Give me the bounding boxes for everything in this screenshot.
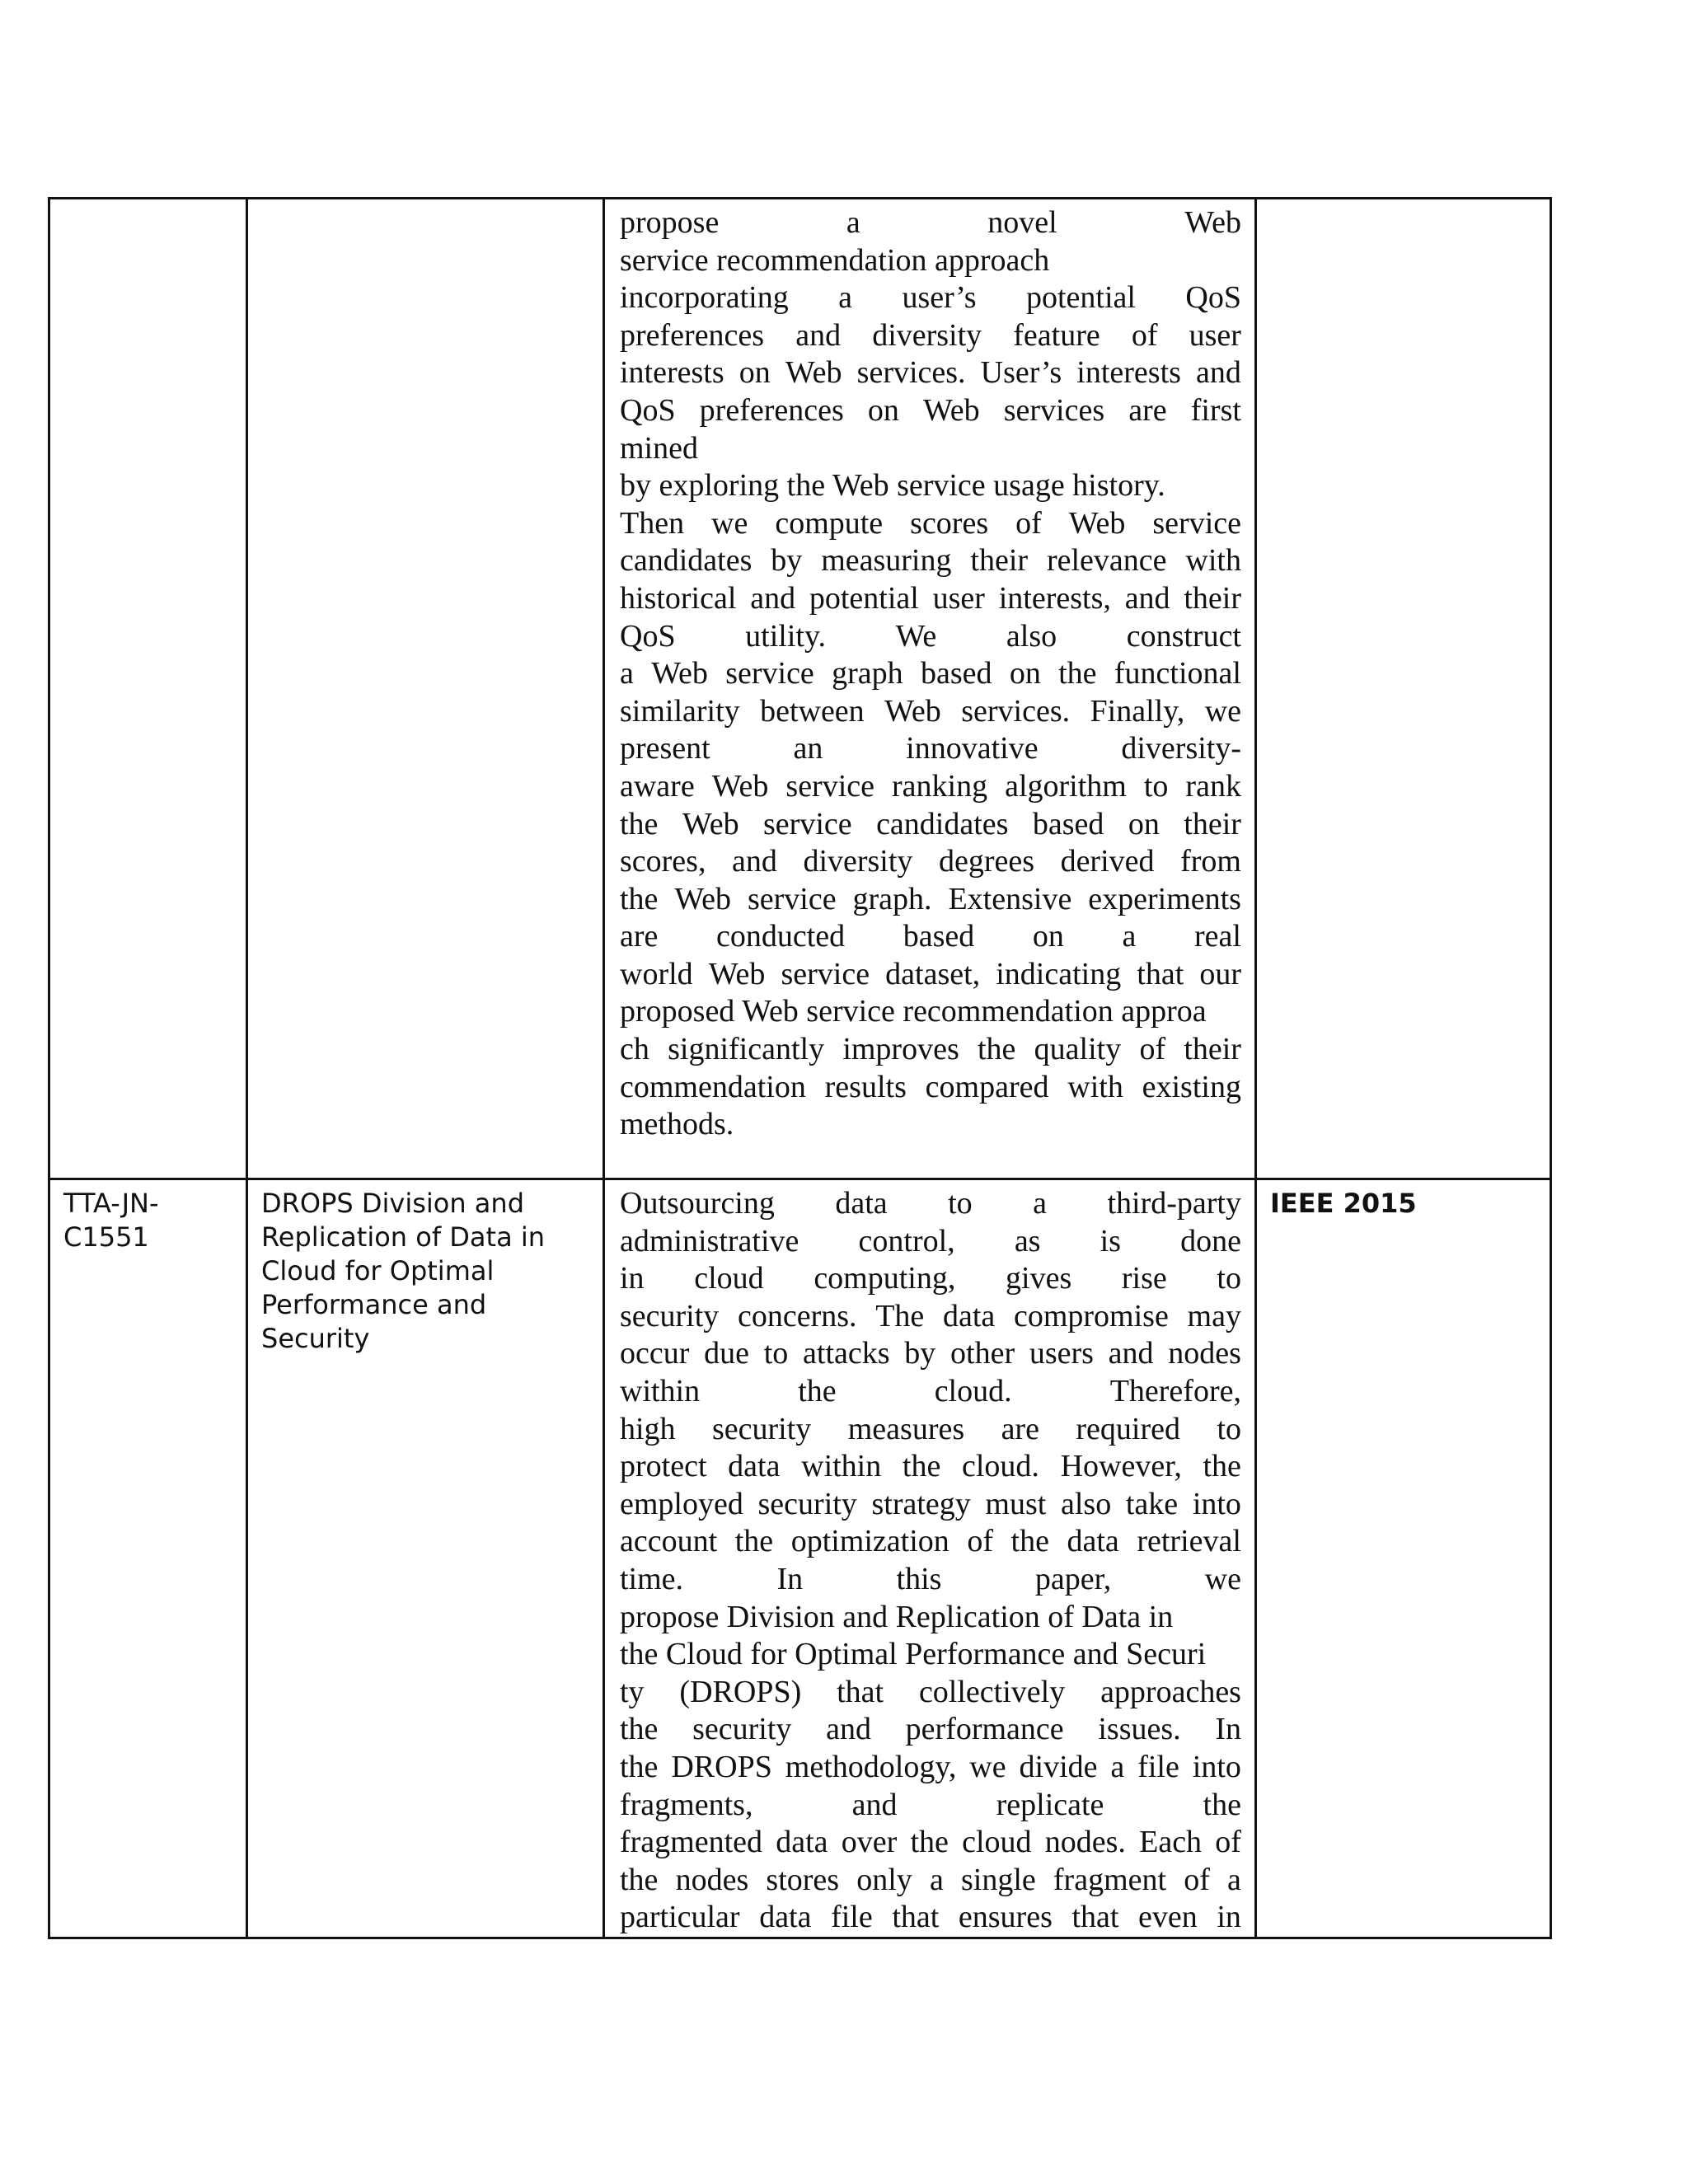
project-abstract xyxy=(605,199,1254,1144)
abstract-line: employed security strategy must also take into xyxy=(620,1486,1241,1521)
abstract-line: interests on Web services. User’s interests and xyxy=(620,355,1241,391)
abstract-line: present an innovative diversity- xyxy=(620,731,1241,766)
table-row xyxy=(49,199,1551,1179)
code-cell xyxy=(49,199,247,1179)
abstract-line: high security measures are required to xyxy=(620,1411,1241,1446)
abstract-line: particular data file that ensures that even in xyxy=(620,1900,1241,1935)
abstract-line: security concerns. The data compromise may xyxy=(620,1298,1241,1333)
title-cell xyxy=(247,1179,604,1938)
abstract-line: a Web service graph based on the functional xyxy=(620,656,1241,691)
abstract-line: scores, and diversity degrees derived from xyxy=(620,844,1241,879)
abstract-line: the Cloud for Optimal Performance and Securi xyxy=(620,1637,1207,1672)
publication-cell xyxy=(1256,199,1551,1179)
abstract-line: ch significantly improves the quality of their xyxy=(620,1032,1241,1067)
abstract-line: proposed Web service recommendation approa xyxy=(620,994,1207,1029)
abstract-line: similarity between Web services. Finally, we xyxy=(620,693,1241,729)
abstract-line: preferences and diversity feature of user xyxy=(620,317,1241,353)
abstract-line: QoS preferences on Web services are first xyxy=(620,392,1241,428)
abstract-line: propose Division and Replication of Data in xyxy=(620,1599,1174,1634)
title-cell xyxy=(247,199,604,1179)
abstract-line: the security and performance issues. In xyxy=(620,1712,1241,1747)
abstract-line: service recommendation approach xyxy=(620,242,1050,278)
project-abstract xyxy=(605,1180,1254,1937)
publication-cell xyxy=(1256,1179,1551,1938)
abstract-line: incorporating a user’s potential QoS xyxy=(620,280,1241,316)
code-cell xyxy=(49,1179,247,1938)
publication-label xyxy=(1257,199,1550,206)
abstract-line: Outsourcing data to a third-party xyxy=(620,1186,1241,1221)
project-table xyxy=(48,197,1552,1939)
abstract-line: account the optimization of the data retrieval xyxy=(620,1524,1241,1559)
abstract-line: propose a novel Web xyxy=(620,205,1241,240)
abstract-line: world Web service dataset, indicating that our xyxy=(620,956,1241,991)
abstract-line: within the cloud. Therefore, xyxy=(620,1373,1241,1408)
project-code: TTA-JN-C1551 xyxy=(63,1188,159,1253)
abstract-line: fragments, and replicate the xyxy=(620,1787,1241,1822)
publication-label: IEEE 2015 xyxy=(1270,1188,1417,1219)
abstract-line: time. In this paper, we xyxy=(620,1561,1241,1596)
abstract-line: ty (DROPS) that collectively approaches xyxy=(620,1674,1241,1709)
abstract-line: are conducted based on a real xyxy=(620,919,1241,954)
abstract-line: mined xyxy=(620,430,698,466)
abstract-line: historical and potential user interests, and their xyxy=(620,580,1241,616)
abstract-cell xyxy=(604,199,1256,1179)
abstract-line: administrative control, as is done xyxy=(620,1223,1241,1258)
abstract-line: occur due to attacks by other users and nodes xyxy=(620,1336,1241,1371)
abstract-line: in cloud computing, gives rise to xyxy=(620,1261,1241,1296)
abstract-line: the DROPS methodology, we divide a file into xyxy=(620,1749,1241,1784)
abstract-line: the Web service candidates based on their xyxy=(620,806,1241,841)
abstract-line: QoS utility. We also construct xyxy=(620,618,1241,654)
project-title xyxy=(248,199,603,206)
abstract-line: fragmented data over the cloud nodes. Each of xyxy=(620,1825,1241,1860)
abstract-line: commendation results compared with existing xyxy=(620,1069,1241,1104)
abstract-line: methods. xyxy=(620,1107,734,1142)
project-title: DROPS Division and Replication of Data in Cloud for Optimal Performance and Security xyxy=(261,1188,546,1354)
abstract-line: aware Web service ranking algorithm to rank xyxy=(620,768,1241,804)
abstract-line: protect data within the cloud. However, the xyxy=(620,1449,1241,1484)
table-row xyxy=(49,1179,1551,1938)
abstract-line: Then we compute scores of Web service xyxy=(620,505,1241,541)
abstract-line: the Web service graph. Extensive experiments xyxy=(620,881,1241,916)
abstract-cell xyxy=(604,1179,1256,1938)
project-code xyxy=(50,199,246,206)
abstract-line: candidates by measuring their relevance with xyxy=(620,543,1241,579)
abstract-line: by exploring the Web service usage history. xyxy=(620,468,1165,504)
abstract-line: the nodes stores only a single fragment of a xyxy=(620,1862,1241,1897)
